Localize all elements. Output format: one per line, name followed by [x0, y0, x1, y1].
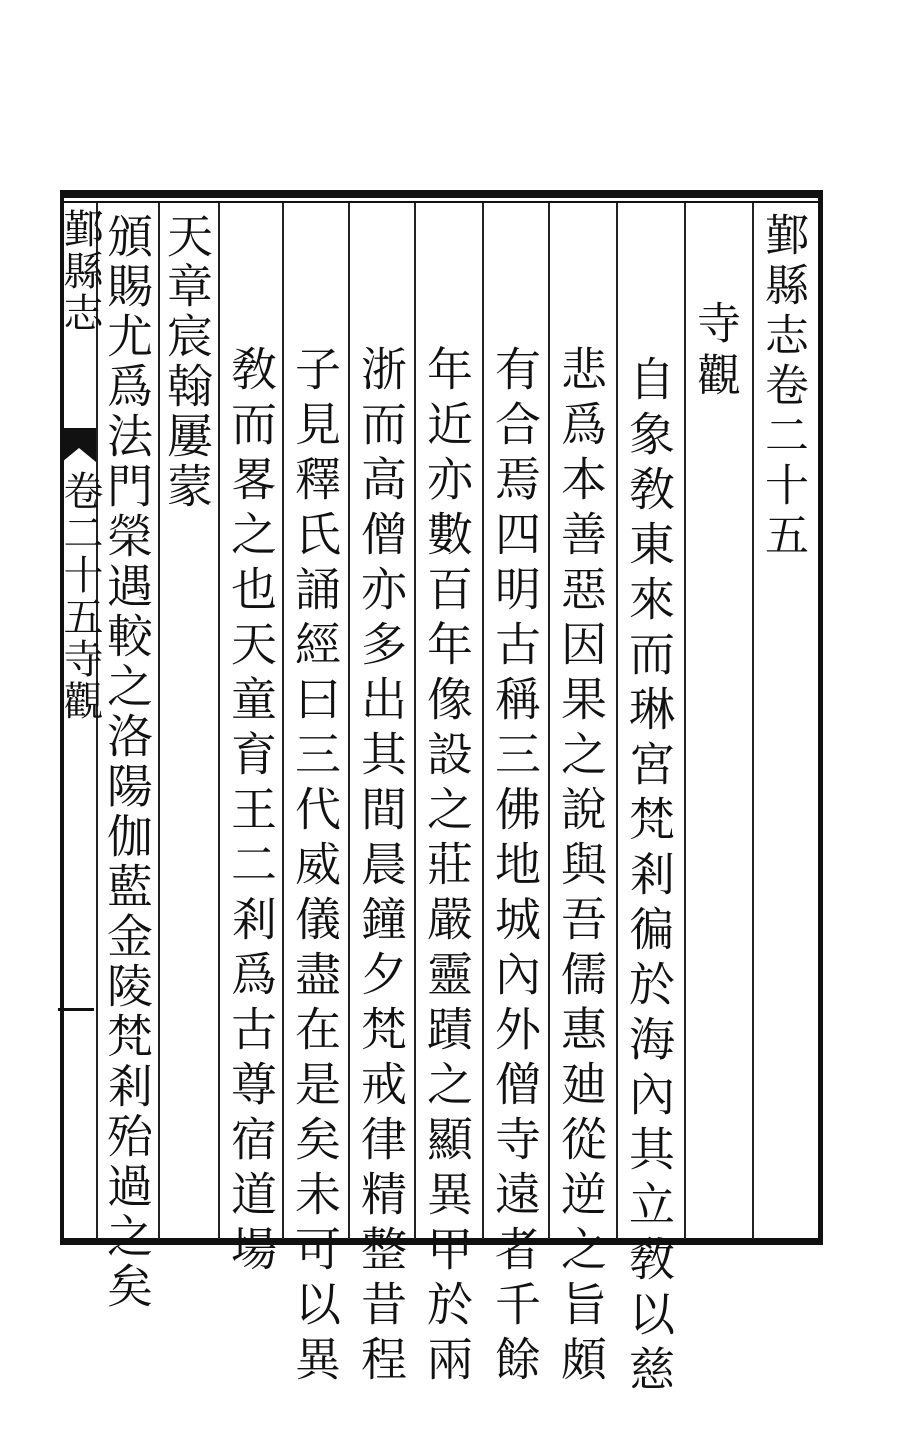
column-rule: [482, 203, 484, 1239]
frame-top-border: [60, 190, 822, 198]
body-column: 年近亦數百年像設之莊嚴靈蹟之顯異甲於兩: [420, 345, 474, 1390]
body-column: 悲爲本善惡因果之說與吾儒惠廸從逆之旨頗: [554, 345, 608, 1390]
body-column: 敎而畧之也天童育王二剎爲古尊宿道場: [224, 345, 278, 1280]
volume-title: 鄞縣志卷二十五: [757, 212, 808, 562]
entry-text: 頒賜尤爲法門榮遇較之洛陽伽藍金陵梵剎殆過之矣: [100, 212, 154, 1312]
column-rule: [616, 203, 618, 1239]
column-rule: [218, 203, 220, 1239]
body-column: 浙而高僧亦多出其間晨鐘夕梵戒律精整昔程: [354, 345, 408, 1390]
entry-heading: 天章宸翰屢蒙: [160, 212, 214, 512]
column-rule: [414, 203, 416, 1239]
section-heading: 寺觀: [689, 300, 740, 404]
column-rule: [282, 203, 284, 1239]
column-rule: [548, 203, 550, 1239]
fold-chapter: 卷二十五寺觀: [57, 470, 103, 722]
column-rule: [348, 203, 350, 1239]
frame-top-inner-border: [60, 201, 822, 203]
column-rule: [752, 203, 754, 1239]
fold-page-number: [58, 1008, 94, 1011]
body-column: 子見釋氏誦經曰三代威儀盡在是矣未可以異: [288, 345, 342, 1390]
frame-right-border: [818, 190, 823, 1245]
fold-book-title: 鄞縣志: [57, 208, 103, 334]
body-column: 自象敎東來而琳宮梵剎徧於海內其立敎以慈: [622, 355, 676, 1400]
body-column: 有合焉四明古稱三佛地城內外僧寺遠者千餘: [488, 345, 542, 1390]
fishtail-mark-icon: [62, 428, 96, 462]
column-rule: [684, 203, 686, 1239]
